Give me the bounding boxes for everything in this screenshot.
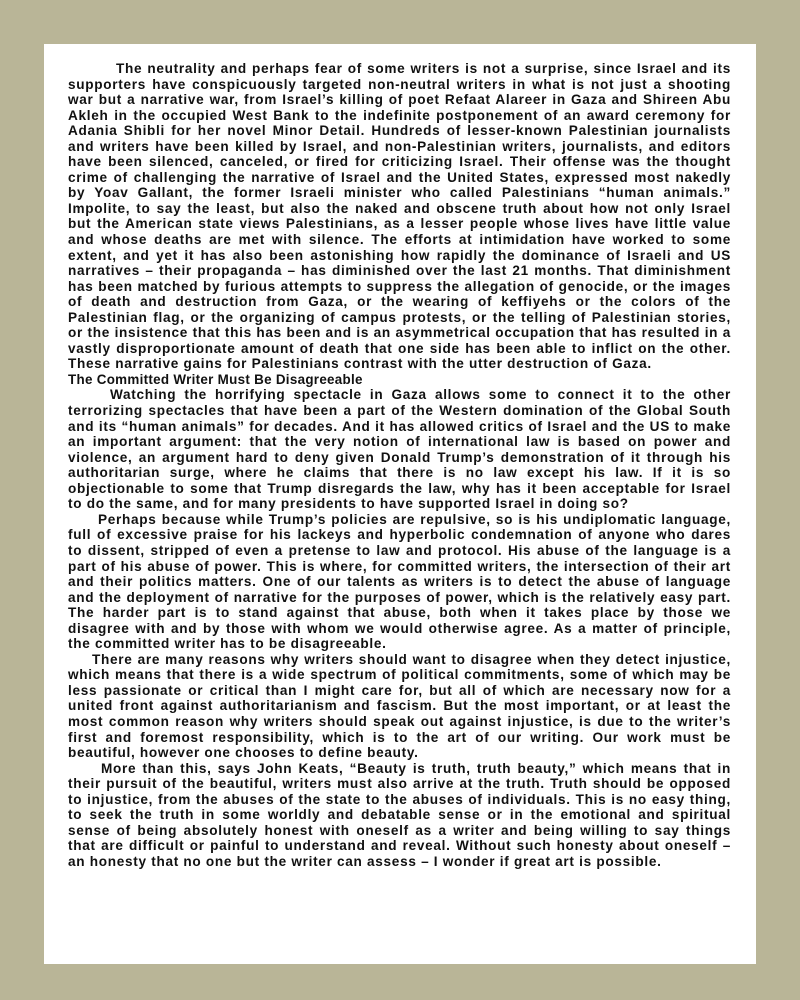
paragraph-2: Watching the horrifying spectacle in Gaza allows some to connect it to the other terrorizing spectacles that have been a part of the Western domination of the Global South and its “human animals” for decades. And it has allowed critics of Israel and the US to make an important argument: that the very notion of international law is based on power and violence, an argument hard to deny given Donald Trump’s demonstration of it through his authoritarian surge, where he claims that there is no law except his law. If it is so objectionable to some that Trump disregards the law, why has it been acceptable for Israel to do the same, and for many presidents to have supported Israel in doing so?: [68, 387, 731, 512]
section-heading: The Committed Writer Must Be Disagreeable: [68, 371, 363, 387]
paragraph-1: The neutrality and perhaps fear of some writers is not a surprise, since Israel and its supporters have conspicuously targeted non-neutral writers in what is not just a shooting war but a narrative war, from Israel’s killing of poet Refaat Alareer in Gaza and Shireen Abu Akleh in the occupied West Bank to the indefinite postponement of an award ceremony for Adania Shibli for her novel Minor Detail. Hundreds of lesser-known Palestinian journalists and writers have been killed by Israel, and non-Palestinian writers, journalists, and editors have been silenced, canceled, or fired for criticizing Israel. Their offense was the thought crime of challenging the narrative of Israel and the United States, expressed most nakedly by Yoav Gallant, the former Israeli minister who called Palestinians “human animals.” Impolite, to say the least, but also the naked and obscene truth about how not only Israel but the American state views Palestinians, as a lesser people whose lives have little value and whose deaths are met with silence. The efforts at intimidation have worked to some extent, and yet it has also been astonishing how rapidly the dominance of Israeli and US narratives – their propaganda – has diminished over the last 21 months. That diminishment has been matched by furious attempts to suppress the allegation of genocide, or the images of death and destruction from Gaza, or the wearing of keffiyehs or the colors of the Palestinian flag, or the organizing of campus protests, or the telling of Palestinian stories, or the insistence that this has been and is an asymmetrical occupation that has resulted in a vastly disproportionate amount of death that one side has been able to inflict on the other. These narrative gains for Palestinians contrast with the utter destruction of Gaza.: [68, 61, 731, 372]
document-page: [44, 44, 756, 964]
article-body: [68, 61, 731, 869]
paragraph-5: More than this, says John Keats, “Beauty is truth, truth beauty,” which means that in their pursuit of the beautiful, writers must also arrive at the truth. Truth should be opposed to injustice, from the abuses of the state to the abuses of individuals. This is no easy thing, to seek the truth in some worldly and debatable sense or in the emotional and spiritual sense of being absolutely honest with oneself as a writer and being willing to say things that are difficult or painful to understand and reveal. Without such honesty about oneself – an honesty that no one but the writer can assess – I wonder if great art is possible.: [68, 760, 731, 869]
paragraph-3: Perhaps because while Trump’s policies are repulsive, so is his undiplomatic language, full of excessive praise for his lackeys and hyperbolic condemnation of anyone who dares to dissent, stripped of even a pretense to law and protocol. His abuse of the language is a part of his abuse of power. This is where, for committed writers, the intersection of their art and their politics matters. One of our talents as writers is to detect the abuse of language and the deployment of narrative for the purposes of power, which is the relatively easy part. The harder part is to stand against that abuse, both when it takes place by those we disagree with and by those with whom we would otherwise agree. As a matter of principle, the committed writer has to be disagreeable.: [68, 511, 731, 652]
paragraph-4: There are many reasons why writers should want to disagree when they detect injustice, which means that there is a wide spectrum of political commitments, some of which may be less passionate or critical than I might care for, but all of which are necessary now for a united front against authoritarianism and fascism. But the most important, or at least the most common reason why writers should speak out against injustice, is due to the writer’s first and foremost responsibility, which is to the art of our writing. Our work must be beautiful, however one chooses to define beauty.: [68, 651, 731, 761]
